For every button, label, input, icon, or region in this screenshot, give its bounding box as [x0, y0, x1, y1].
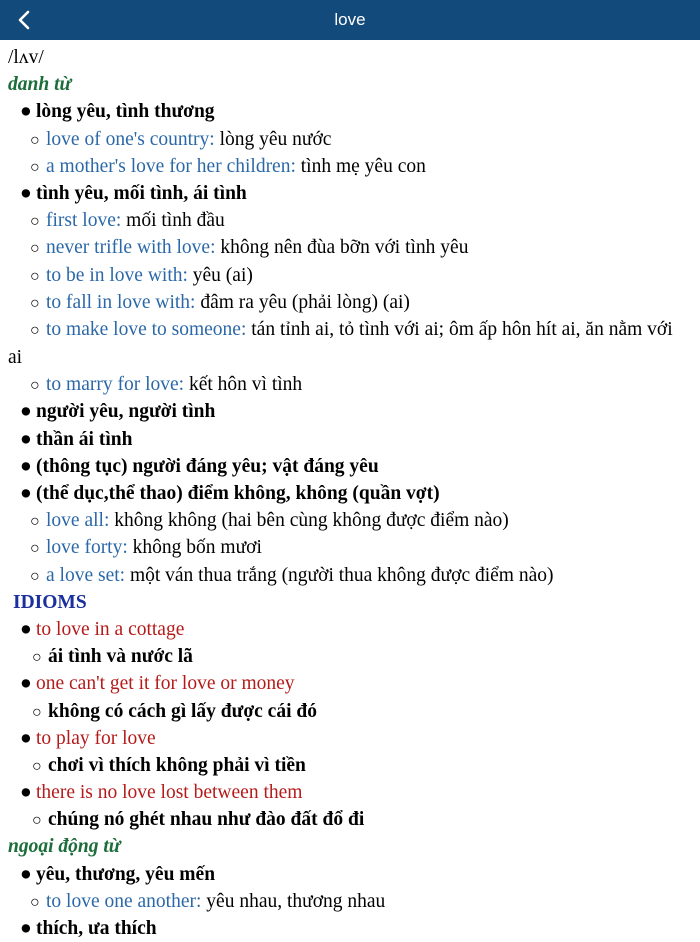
circle-bullet-icon: ○	[30, 131, 40, 149]
idiom-meaning: ○ không có cách gì lấy được cái đó	[32, 698, 700, 725]
sense: ● yêu, thương, yêu mến	[20, 861, 700, 888]
circle-bullet-icon: ○	[30, 267, 40, 285]
sense: ● thích, ưa thích	[20, 915, 700, 942]
example: ○ to be in love with: yêu (ai)	[30, 262, 700, 289]
circle-bullet-icon: ○	[32, 703, 42, 721]
circle-bullet-icon: ○	[30, 513, 40, 531]
idioms-heading: IDIOMS	[13, 591, 87, 613]
circle-bullet-icon: ○	[30, 377, 40, 395]
example: ○ never trifle with love: không nên đùa bỡn với tình yêu	[30, 234, 700, 261]
bullet-icon: ●	[20, 618, 32, 640]
example: ○ love forty: không bốn mươi	[30, 534, 700, 561]
example: ○ a mother's love for her children: tình mẹ yêu con	[30, 153, 700, 180]
idiom-meaning: ○ chúng nó ghét nhau như đào đất đổ đi	[32, 806, 700, 833]
circle-bullet-icon: ○	[30, 240, 40, 258]
bullet-icon: ●	[20, 727, 32, 749]
part-of-speech-verb: ngoại động từ	[8, 836, 121, 858]
idiom-phrase: ● one can't get it for love or money	[20, 670, 700, 697]
sense: ● (thông tục) người đáng yêu; vật đáng yêu	[20, 453, 700, 480]
idiom-phrase: ● to love in a cottage	[20, 616, 700, 643]
idiom-meaning: ○ ái tình và nước lã	[32, 643, 700, 670]
sense: ● tình yêu, mối tình, ái tình	[20, 180, 700, 207]
bullet-icon: ●	[20, 401, 32, 423]
back-button[interactable]	[18, 0, 48, 40]
idiom-phrase: ● to play for love	[20, 725, 700, 752]
circle-bullet-icon: ○	[30, 294, 40, 312]
example: ○ a love set: một ván thua trắng (người thua không được điểm nào)	[30, 562, 700, 589]
bullet-icon: ●	[20, 782, 32, 804]
bullet-icon: ●	[20, 483, 32, 505]
nav-bar	[0, 0, 700, 40]
example: ○ love all: không không (hai bên cùng không được điểm nào)	[30, 507, 700, 534]
bullet-icon: ●	[20, 182, 32, 204]
example: ○ love of one's country: lòng yêu nước	[30, 126, 700, 153]
sense: ● thần ái tình	[20, 426, 700, 453]
bullet-icon: ●	[20, 428, 32, 450]
bullet-icon: ●	[20, 673, 32, 695]
bullet-icon: ●	[20, 101, 32, 123]
circle-bullet-icon: ○	[30, 567, 40, 585]
circle-bullet-icon: ○	[30, 213, 40, 231]
bullet-icon: ●	[20, 918, 32, 940]
bullet-icon: ●	[20, 863, 32, 885]
example: ○ to fall in love with: đâm ra yêu (phải lòng) (ai)	[30, 289, 700, 316]
circle-bullet-icon: ○	[32, 649, 42, 667]
part-of-speech-noun: danh từ	[8, 74, 72, 96]
circle-bullet-icon: ○	[30, 893, 40, 911]
chevron-left-icon	[18, 10, 30, 30]
idiom-phrase: ● there is no love lost between them	[20, 779, 700, 806]
sense: ● người yêu, người tình	[20, 398, 700, 425]
pronunciation: /lʌv/	[8, 47, 44, 68]
circle-bullet-icon: ○	[30, 321, 40, 339]
sense: ● (thể dục,thể thao) điểm không, không (quần vợt)	[20, 480, 700, 507]
example: ○ first love: mối tình đầu	[30, 207, 700, 234]
bullet-icon: ●	[20, 455, 32, 477]
page-title: love	[334, 10, 366, 29]
example: ○ to marry for love: kết hôn vì tình	[30, 371, 700, 398]
circle-bullet-icon: ○	[32, 812, 42, 830]
dictionary-entry	[0, 40, 700, 942]
circle-bullet-icon: ○	[30, 540, 40, 558]
sense: ● lòng yêu, tình thương	[20, 98, 700, 125]
circle-bullet-icon: ○	[32, 757, 42, 775]
circle-bullet-icon: ○	[30, 158, 40, 176]
idiom-meaning: ○ chơi vì thích không phải vì tiền	[32, 752, 700, 779]
example: ○ to make love to someone: tán tỉnh ai, tỏ tình với ai; ôm ấp hôn hít ai, ăn nằm với ai	[8, 318, 673, 369]
example: ○ to love one another: yêu nhau, thương nhau	[30, 888, 700, 915]
